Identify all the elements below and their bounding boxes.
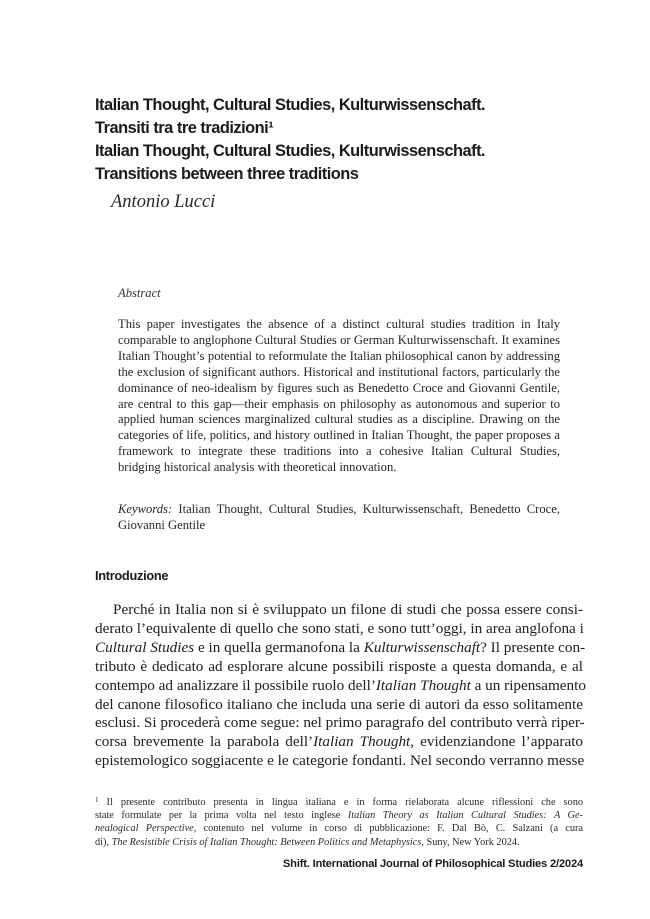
keywords xyxy=(118,501,560,533)
footnote-line: nealogical Perspective, contenuto nel volume in corso di pubblicazione: F. Dal Bò, C. Salzani (a cura xyxy=(95,823,583,835)
body-line: tributo è dedicato ad esplorare alcune possibili risposte a questa domanda, e al xyxy=(95,657,583,675)
footnote xyxy=(95,794,583,849)
footnote-line: $^1$ Il presente contributo presenta in lingua italiana e in forma rielaborata alcune riflessioni che sono xyxy=(95,796,583,808)
keywords-text: Italian Thought, Cultural Studies, Kulturwissenschaft, Benedetto Croce, Giovanni Gentile xyxy=(118,502,560,532)
body-italic: Cultural Studies xyxy=(95,638,195,656)
body-line: del canone filosofico italiano che includa una serie di autori da esso solitamente xyxy=(95,695,583,713)
abstract-label: Abstract xyxy=(118,286,161,300)
keywords-label: Keywords: xyxy=(118,502,173,516)
journal-footer: Shift. International Journal of Philosophical Studies 2/2024 xyxy=(282,858,583,870)
body-line: Cultural Studies e in quella germanofona la Kulturwissenschaft? Il presente con- xyxy=(95,638,586,656)
title-english-line-2: Transitions between three traditions xyxy=(95,165,359,183)
title-italian-line-1: Italian Thought, Cultural Studies, Kulturwissenschaft. xyxy=(95,96,486,114)
footnote-line: di), The Resistible Crisis of Italian Thought: Between Politics and Metaphysics, Suny, New York 2024. xyxy=(95,836,520,848)
body-line: contempo ad analizzare il possibile ruolo dell’Italian Thought a un ripensamento xyxy=(95,676,586,694)
body-line: esclusi. Si procederà come segue: nel primo paragrafo del contributo verrà riper- xyxy=(95,714,585,732)
body-line: epistemologico soggiacente e le categorie fondanti. Nel secondo verranno messe xyxy=(95,752,585,770)
title-italian-line-2: Transiti tra tre tradizioni¹ xyxy=(95,119,274,137)
body-line: corsa brevemente la parabola dell’Italian Thought, evidenziandone l’apparato xyxy=(95,733,584,751)
body-line: derato l’equivalente di quello che sono stati, e sono tutt’oggi, in area anglofona i xyxy=(95,619,584,637)
body-paragraph xyxy=(95,601,586,771)
title-english-line-1: Italian Thought, Cultural Studies, Kulturwissenschaft. xyxy=(95,142,486,160)
footnote-line: state formulate per la prima volta nel testo inglese Italian Theory as Italian Cultural Studies: A Ge- xyxy=(95,810,583,822)
abstract-text: This paper investigates the absence of a distinct cultural studies tradition in Italy comparable to anglophone Cultural Studies or German Kulturwissenschaft. It examines Italian Thought’s potential to reformulate the Italian philosophical canon by addressing the exclusion of significant authors. Historical and institutional factors, particularly the dominance of neo-idealism by figures such as Benedetto Croce and Giovanni Gentile, are central to this gap—their emphasis on philosophy as autonomous and superior to applied human sciences marginalized cultural studies as a discipline. Drawing on the categories of life, politics, and history outlined in Italian Thought, the paper proposes a framework to integrate these traditions into a cohesive Italian Cultural Studies, bridging historical analysis with theoretical innovation. xyxy=(118,317,560,475)
footnote-marker: 1 xyxy=(95,796,99,804)
section-heading: Introduzione xyxy=(95,568,169,583)
body-line: Perché in Italia non si è sviluppato un filone di studi che possa essere consi- xyxy=(113,601,583,618)
body-italic: Italian Thought xyxy=(375,676,471,694)
article-titles xyxy=(95,94,565,186)
body-italic: Kulturwissenschaft xyxy=(363,638,481,656)
body-italic: Italian Thought xyxy=(313,733,411,751)
author-name: Antonio Lucci xyxy=(111,192,216,212)
